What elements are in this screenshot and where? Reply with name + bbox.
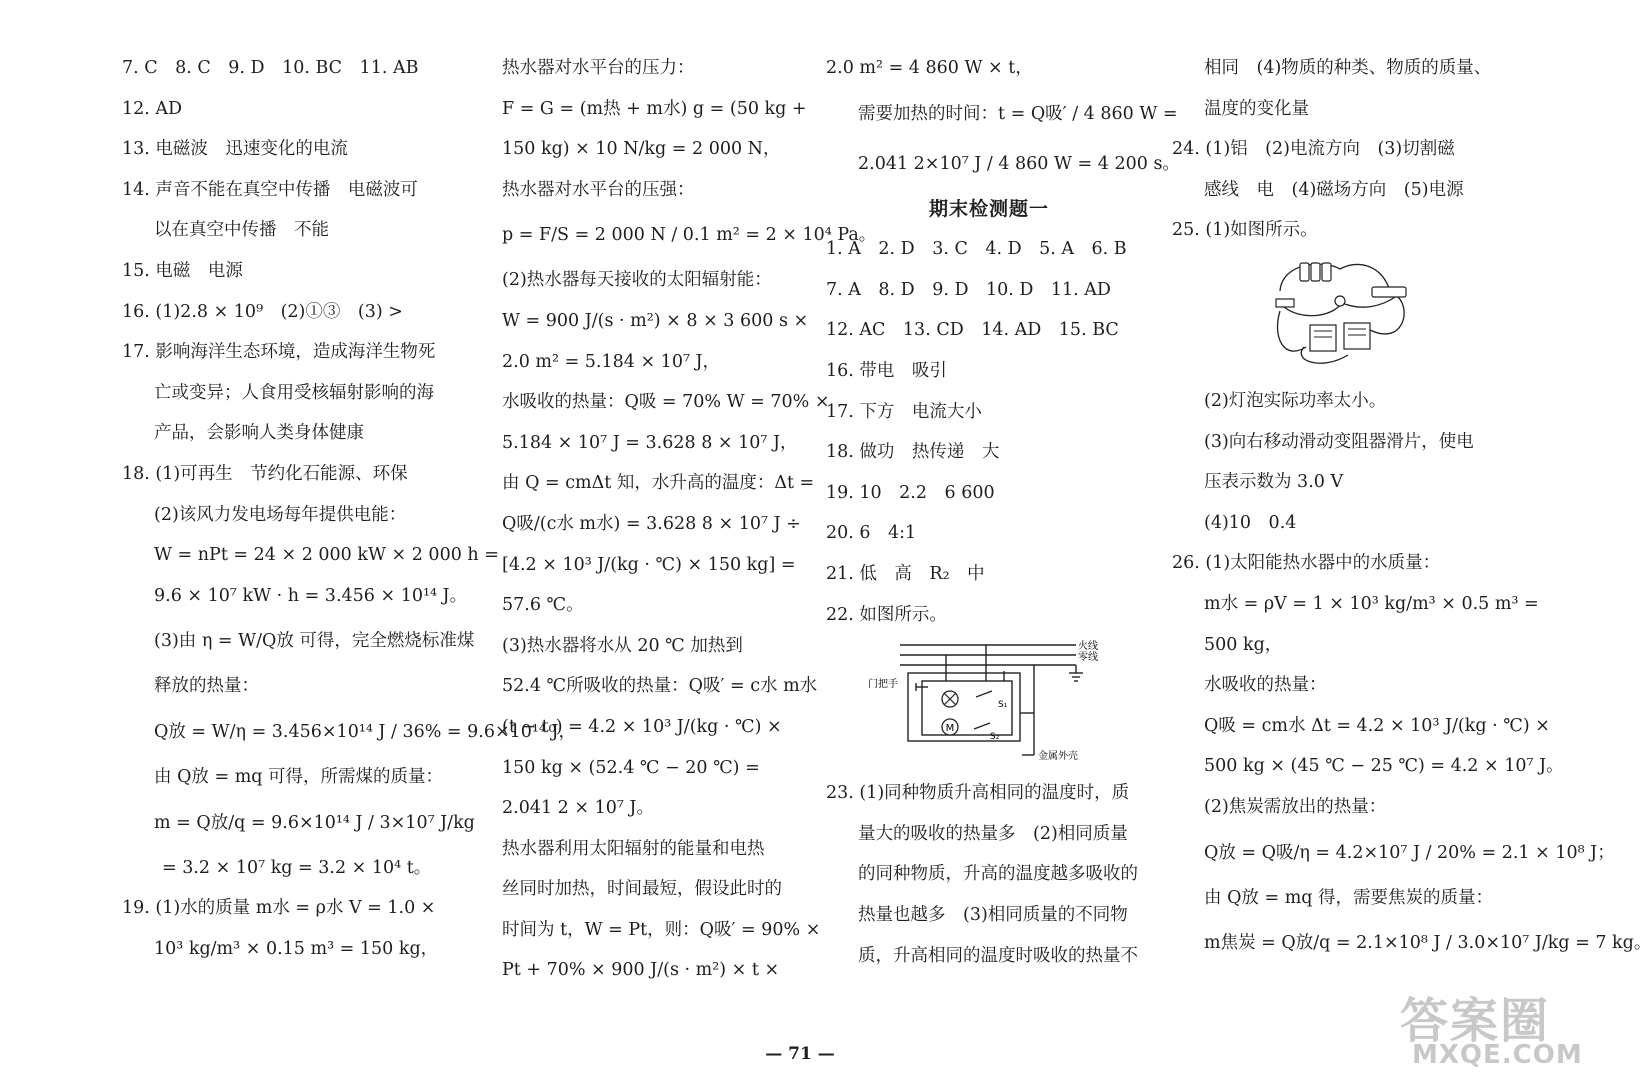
answer-line: Q放 = W/η = 3.456×10¹⁴ J / 36% = 9.6×10¹⁴ J， [154, 721, 577, 742]
answer-line: (2)热水器每天接收的太阳辐射能： [502, 270, 772, 291]
answer-line: 以在真空中传播 不能 [154, 220, 329, 241]
answer-line: 热量也越多 (3)相同质量的不同物 [858, 904, 1128, 925]
answer-line: (4)10 0.4 [1204, 512, 1297, 533]
answer-line: p = F/S = 2 000 N / 0.1 m² = 2 × 10⁴ Pa。 [502, 225, 877, 246]
answer-line: (2)该风力发电场每年提供电能： [154, 504, 407, 525]
answer-line: 的同种物质，升高的温度越多吸收的 [858, 864, 1138, 885]
answer-line: (2)焦炭需放出的热量： [1204, 796, 1387, 817]
answer-line: 水吸收的热量：Q吸 = 70% W = 70% × [502, 392, 830, 413]
answer-line: (3)由 η = W/Q放 可得，完全燃烧标准煤 [154, 631, 475, 652]
answer-line: m焦炭 = Q放/q = 2.1×10⁸ J / 3.0×10⁷ J/kg = 7 kg。 [1204, 933, 1651, 954]
answer-line: 相同 (4)物质的种类、物质的质量、 [1204, 58, 1492, 78]
answer-line: 21. 低 高 R₂ 中 [826, 563, 985, 584]
neutral-wire-label: 零线 [1078, 652, 1098, 664]
watermark-text: 答案圈 [1400, 993, 1551, 1049]
switch-s1-lever [976, 691, 992, 697]
answer-line: Q吸/(c水 m水) = 3.628 8 × 10⁷ J ÷ [502, 513, 801, 534]
column-3 [826, 48, 1180, 976]
answer-line: [4.2 × 10³ J/(kg · ℃) × 150 kg] = [502, 554, 796, 575]
watermark-logo [1400, 982, 1583, 1082]
answer-line: m = Q放/q = 9.6×10¹⁴ J / 3×10⁷ J/kg [154, 812, 475, 833]
circuit-figure-q25 [1172, 251, 1490, 381]
answer-line: Q吸 = cm水 Δt = 4.2 × 10³ J/(kg · ℃) × [1204, 715, 1550, 736]
answer-line: 18. 做功 热传递 大 [826, 442, 1000, 463]
answer-line: 2.041 2×10⁷ J / 4 860 W = 4 200 s。 [858, 153, 1180, 174]
answer-line: 22. 如图所示。 [826, 604, 947, 625]
section-heading: 期末检测题一 [928, 197, 1049, 220]
answer-line: Q放 = Q吸/η = 4.2×10⁷ J / 20% = 2.1 × 10⁸ J； [1204, 842, 1615, 863]
answer-line: F = G = (m热 + m水) g = (50 kg + [502, 98, 807, 119]
answer-line: 7. A 8. D 9. D 10. D 11. AD [826, 279, 1111, 300]
answer-line: 感线 电 (4)磁场方向 (5)电源 [1204, 179, 1464, 200]
answer-line: W = nPt = 24 × 2 000 kW × 2 000 h = [154, 545, 499, 566]
switch-s2-lever [974, 723, 990, 729]
answer-line: 由 Q放 = mq 可得，所需煤的质量： [154, 766, 444, 787]
answer-line: 9.6 × 10⁷ kW · h = 3.456 × 10¹⁴ J。 [154, 585, 468, 606]
live-wire-label: 火线 [1078, 641, 1098, 653]
answer-line: 水吸收的热量： [1204, 675, 1327, 696]
answer-line: 12. AD [122, 98, 183, 119]
answer-line: 2.0 m² = 5.184 × 10⁷ J， [502, 351, 721, 372]
answer-line: 12. AC 13. CD 14. AD 15. BC [826, 320, 1119, 341]
answer-line: 2.041 2 × 10⁷ J。 [502, 798, 654, 819]
battery-3 [1322, 263, 1331, 281]
answer-line: 温度的变化量 [1204, 98, 1309, 119]
answer-line: 5.184 × 10⁷ J = 3.628 8 × 10⁷ J， [502, 432, 798, 453]
ammeter [1310, 325, 1336, 351]
answer-line: 产品，会影响人类身体健康 [154, 423, 364, 444]
answer-line: 19. 10 2.2 6 600 [826, 482, 995, 503]
answer-line: 18. (1)可再生 节约化石能源、环保 [122, 463, 408, 484]
answer-line: 14. 声音不能在真空中传播 电磁波可 [122, 179, 418, 200]
answer-line: 57.6 ℃。 [502, 595, 584, 616]
answer-line: (2)灯泡实际功率太小。 [1204, 390, 1387, 411]
answer-line: 500 kg × (45 ℃ − 25 ℃) = 4.2 × 10⁷ J。 [1204, 756, 1564, 777]
answer-line: 2.0 m² = 4 860 W × t， [826, 58, 1033, 78]
answer-line: 质，升高相同的温度时吸收的热量不 [858, 945, 1138, 966]
answer-line: 16. (1)2.8 × 10⁹ (2)①③ (3) > [122, 301, 403, 322]
wiring-diagram-svg [826, 635, 1152, 773]
wiring-diagram-q22 [826, 635, 1152, 773]
answer-line: 热水器对水平台的压强： [502, 179, 695, 200]
answer-line: 由 Q放 = mq 得，需要焦炭的质量： [1204, 887, 1494, 908]
answer-line: 10³ kg/m³ × 0.15 m³ = 150 kg， [154, 938, 439, 959]
answer-line: Pt + 70% × 900 J/(s · m²) × t × [502, 960, 780, 981]
switch-s1-label: S₁ [998, 700, 1008, 711]
answer-line: 15. 电磁 电源 [122, 260, 243, 281]
answer-line: 7. C 8. C 9. D 10. BC 11. AB [122, 58, 419, 78]
answer-line: 亡或变异；人食用受核辐射影响的海 [154, 382, 434, 403]
answer-line: 150 kg × (52.4 ℃ − 20 ℃) = [502, 757, 760, 778]
door-handle-label: 门把手 [868, 679, 898, 691]
answer-line: m水 = ρV = 1 × 10³ kg/m³ × 0.5 m³ = [1204, 593, 1539, 614]
motor-label: M [945, 723, 955, 735]
answer-line: 500 kg， [1204, 634, 1283, 655]
answer-line: 52.4 ℃所吸收的热量：Q吸′ = c水 m水 [502, 676, 818, 697]
answer-line: 26. (1)太阳能热水器中的水质量： [1172, 553, 1441, 574]
answer-line: 时间为 t，W = Pt，则：Q吸′ = 90% × [502, 919, 821, 940]
answer-line: 150 kg) × 10 N/kg = 2 000 N， [502, 139, 781, 160]
switch-s2-label: S₂ [990, 732, 1000, 743]
answer-line: (3)向右移动滑动变阻器滑片，使电 [1204, 431, 1474, 452]
answer-line: 需要加热的时间：t = Q吸′ / 4 860 W = [858, 103, 1178, 124]
answer-line: (3)热水器将水从 20 ℃ 加热到 [502, 635, 743, 656]
answer-line: 19. (1)水的质量 m水 = ρ水 V = 1.0 × [122, 898, 436, 919]
answer-line: 释放的热量： [154, 676, 259, 697]
answer-line: 17. 影响海洋生态环境，造成海洋生物死 [122, 342, 436, 363]
answer-line: 量大的吸收的热量多 (2)相同质量 [858, 823, 1128, 844]
answer-line: W = 900 J/(s · m²) × 8 × 3 600 s × [502, 310, 809, 331]
answer-line: 20. 6 4:1 [826, 523, 917, 544]
answer-line: 24. (1)铝 (2)电流方向 (3)切割磁 [1172, 139, 1455, 160]
column-4 [1172, 48, 1651, 968]
answer-line: 25. (1)如图所示。 [1172, 220, 1318, 241]
answer-line: 丝同时加热，时间最短，假设此时的 [502, 879, 782, 900]
answer-line: 13. 电磁波 迅速变化的电流 [122, 139, 348, 160]
answer-line: 23. (1)同种物质升高相同的温度时，质 [826, 783, 1130, 804]
bulb [1335, 296, 1345, 306]
answer-line: 压表示数为 3.0 V [1204, 472, 1344, 493]
answer-line: = 3.2 × 10⁷ kg = 3.2 × 10⁴ t。 [162, 857, 432, 878]
answer-line: 热水器对水平台的压力： [502, 58, 695, 78]
watermark-url: MXQE.COM [1412, 1040, 1583, 1070]
metal-case-label: 金属外壳 [1038, 751, 1078, 763]
rheostat [1372, 287, 1406, 297]
answer-line: 由 Q = cmΔt 知，水升高的温度：Δt = [502, 473, 815, 494]
answer-line: 16. 带电 吸引 [826, 360, 947, 381]
battery-1 [1300, 263, 1309, 281]
answer-line: (t − t₀) = 4.2 × 10³ J/(kg · ℃) × [502, 716, 782, 737]
battery-2 [1311, 263, 1320, 281]
circuit-figure-svg [1172, 251, 1490, 381]
answer-line: 17. 下方 电流大小 [826, 401, 982, 422]
voltmeter [1344, 323, 1370, 349]
page-number: — 71 — [765, 1044, 835, 1064]
answer-line: 1. A 2. D 3. C 4. D 5. A 6. B [826, 239, 1127, 260]
answer-line: 热水器利用太阳辐射的能量和电热 [502, 838, 765, 859]
switch [1276, 299, 1294, 307]
